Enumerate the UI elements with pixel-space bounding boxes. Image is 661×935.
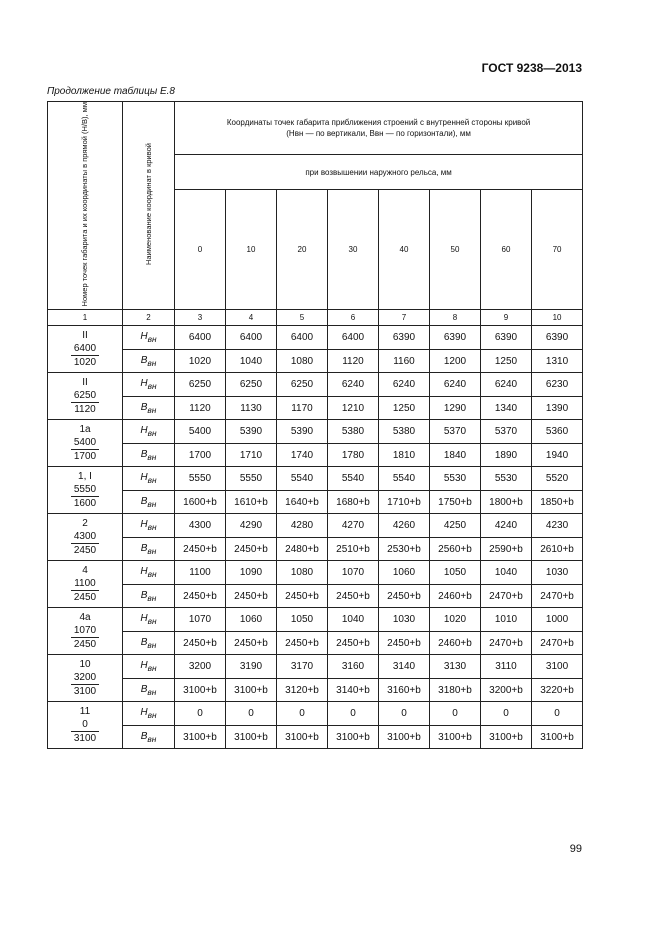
column-number: 7	[379, 310, 430, 326]
b-value: 3100+b	[532, 725, 583, 749]
b-value: 1200	[430, 349, 481, 373]
elevation-value: 70	[532, 190, 583, 310]
b-value: 3200+b	[481, 678, 532, 702]
point-name: 1а	[79, 424, 91, 436]
point-name: 4а	[79, 612, 91, 624]
table-row	[48, 702, 583, 726]
h-value: 5360	[532, 420, 583, 444]
point-coordinates	[71, 671, 99, 698]
coordinate-letter: B	[140, 636, 148, 648]
b-value: 2560+b	[430, 537, 481, 561]
elevation-value: 60	[481, 190, 532, 310]
table-row	[48, 655, 583, 679]
b-value: 2530+b	[379, 537, 430, 561]
b-value: 1710	[226, 443, 277, 467]
h-value: 4240	[481, 514, 532, 538]
coordinate-subscript: вн	[147, 710, 157, 721]
h-value: 1010	[481, 608, 532, 632]
coordinate-symbol	[123, 349, 175, 373]
b-value: 2610+b	[532, 537, 583, 561]
b-value: 1740	[277, 443, 328, 467]
point-coordinates	[71, 436, 99, 463]
table-row	[48, 725, 583, 749]
b-value: 3100+b	[226, 725, 277, 749]
table-row	[48, 349, 583, 373]
h-value: 6400	[277, 326, 328, 350]
h-value: 5370	[430, 420, 481, 444]
h-value: 0	[430, 702, 481, 726]
h-value: 5380	[379, 420, 430, 444]
b-value: 1120	[328, 349, 379, 373]
point-cell	[48, 420, 123, 467]
b-value: 1250	[379, 396, 430, 420]
point-coordinates	[71, 577, 99, 604]
coordinate-subscript: вн	[147, 616, 157, 627]
b-value: 2450+b	[379, 584, 430, 608]
point-cell	[48, 702, 123, 749]
b-value: 1810	[379, 443, 430, 467]
table-row	[48, 514, 583, 538]
h-value: 5530	[430, 467, 481, 491]
header-elevation: при возвышении наружного рельса, мм	[175, 155, 583, 190]
h-value: 6240	[379, 373, 430, 397]
coordinate-letter: H	[140, 613, 148, 625]
point-width: 3100	[73, 686, 97, 698]
column-number: 10	[532, 310, 583, 326]
h-value: 6390	[481, 326, 532, 350]
h-value: 3140	[379, 655, 430, 679]
b-value: 2450+b	[277, 584, 328, 608]
h-value: 1100	[175, 561, 226, 585]
standard-designation: ГОСТ 9238—2013	[481, 61, 582, 75]
header-group-subtitle: (Hвн — по вертикали, Bвн — по горизонтали), мм	[286, 129, 471, 138]
point-height: 6250	[71, 389, 99, 403]
h-value: 6250	[175, 373, 226, 397]
coordinate-letter: B	[140, 589, 148, 601]
b-value: 2470+b	[481, 631, 532, 655]
h-value: 6240	[430, 373, 481, 397]
h-value: 6250	[226, 373, 277, 397]
b-value: 3100+b	[175, 725, 226, 749]
point-name: 10	[79, 659, 91, 671]
table-row	[48, 678, 583, 702]
b-value: 2450+b	[175, 584, 226, 608]
h-value: 5540	[328, 467, 379, 491]
point-cell	[48, 514, 123, 561]
column-number: 9	[481, 310, 532, 326]
h-value: 0	[532, 702, 583, 726]
b-value: 1940	[532, 443, 583, 467]
coordinate-symbol	[123, 584, 175, 608]
h-value: 4280	[277, 514, 328, 538]
h-value: 4250	[430, 514, 481, 538]
h-value: 4230	[532, 514, 583, 538]
header-group-title: Координаты точек габарита приближения строений с внутренней стороны кривой	[226, 118, 531, 127]
b-value: 2590+b	[481, 537, 532, 561]
b-value: 3100+b	[226, 678, 277, 702]
h-value: 6390	[532, 326, 583, 350]
h-value: 0	[481, 702, 532, 726]
b-value: 1800+b	[481, 490, 532, 514]
b-value: 2470+b	[481, 584, 532, 608]
h-value: 1040	[328, 608, 379, 632]
point-height: 3200	[71, 671, 99, 685]
h-value: 3110	[481, 655, 532, 679]
point-cell	[48, 608, 123, 655]
column-number: 8	[430, 310, 481, 326]
h-value: 4290	[226, 514, 277, 538]
b-value: 1390	[532, 396, 583, 420]
elevation-value: 40	[379, 190, 430, 310]
point-cell	[48, 561, 123, 608]
b-value: 1160	[379, 349, 430, 373]
coordinate-subscript: вн	[147, 334, 157, 345]
h-value: 1020	[430, 608, 481, 632]
coordinate-letter: H	[140, 472, 148, 484]
b-value: 2450+b	[379, 631, 430, 655]
point-width: 1120	[74, 404, 96, 416]
b-value: 2450+b	[328, 631, 379, 655]
h-value: 5370	[481, 420, 532, 444]
h-value: 6230	[532, 373, 583, 397]
page-number: 99	[569, 843, 582, 855]
h-value: 1090	[226, 561, 277, 585]
b-value: 1710+b	[379, 490, 430, 514]
coordinate-letter: B	[140, 495, 148, 507]
table-row	[48, 443, 583, 467]
h-value: 0	[328, 702, 379, 726]
table-row	[48, 467, 583, 491]
column-number: 2	[123, 310, 175, 326]
point-coordinates	[71, 389, 99, 416]
b-value: 1640+b	[277, 490, 328, 514]
coordinate-subscript: вн	[147, 498, 157, 509]
b-value: 2450+b	[226, 631, 277, 655]
h-value: 1030	[379, 608, 430, 632]
point-height: 6400	[71, 342, 99, 356]
header-group	[175, 102, 583, 155]
h-value: 1050	[430, 561, 481, 585]
header-point-number	[48, 102, 123, 310]
h-value: 6240	[481, 373, 532, 397]
b-value: 1290	[430, 396, 481, 420]
coordinate-letter: B	[140, 401, 148, 413]
coordinate-subscript: вн	[147, 733, 157, 744]
b-value: 1120	[175, 396, 226, 420]
elevation-value: 10	[226, 190, 277, 310]
column-number: 6	[328, 310, 379, 326]
b-value: 1130	[226, 396, 277, 420]
coordinate-letter: H	[140, 519, 148, 531]
point-cell	[48, 467, 123, 514]
coordinate-subscript: вн	[147, 357, 157, 368]
coordinate-symbol	[123, 490, 175, 514]
table-caption: Продолжение таблицы Е.8	[47, 86, 175, 97]
b-value: 1780	[328, 443, 379, 467]
coordinate-subscript: вн	[147, 475, 157, 486]
column-number: 4	[226, 310, 277, 326]
b-value: 2450+b	[226, 537, 277, 561]
h-value: 4270	[328, 514, 379, 538]
coordinate-letter: H	[140, 425, 148, 437]
table-row	[48, 420, 583, 444]
column-number: 1	[48, 310, 123, 326]
coordinate-symbol	[123, 514, 175, 538]
point-width: 2450	[73, 545, 97, 557]
point-name: 4	[82, 565, 88, 577]
coordinate-symbol	[123, 537, 175, 561]
h-value: 0	[175, 702, 226, 726]
header-coordinate-name-text: Наименование координат в кривой	[143, 143, 153, 266]
h-value: 6400	[226, 326, 277, 350]
h-value: 3160	[328, 655, 379, 679]
b-value: 3160+b	[379, 678, 430, 702]
coordinate-symbol	[123, 631, 175, 655]
point-coordinates	[71, 624, 99, 651]
coordinate-letter: B	[140, 542, 148, 554]
h-value: 6250	[277, 373, 328, 397]
h-value: 0	[226, 702, 277, 726]
b-value: 2470+b	[532, 584, 583, 608]
coordinate-symbol	[123, 443, 175, 467]
b-value: 3220+b	[532, 678, 583, 702]
coordinate-letter: H	[140, 660, 148, 672]
h-value: 3100	[532, 655, 583, 679]
point-height: 5400	[71, 436, 99, 450]
clearance-table	[47, 101, 583, 749]
point-name: II	[82, 377, 88, 389]
point-height: 4300	[71, 530, 99, 544]
b-value: 1040	[226, 349, 277, 373]
point-width: 3100	[73, 733, 97, 745]
coordinate-letter: H	[140, 707, 148, 719]
coordinate-symbol	[123, 725, 175, 749]
point-height: 1100	[71, 577, 99, 591]
b-value: 2460+b	[430, 631, 481, 655]
header-coordinate-name	[123, 102, 175, 310]
coordinate-subscript: вн	[147, 686, 157, 697]
b-value: 3100+b	[277, 725, 328, 749]
h-value: 1070	[328, 561, 379, 585]
h-value: 3190	[226, 655, 277, 679]
point-width: 1020	[73, 357, 97, 369]
coordinate-letter: H	[140, 566, 148, 578]
h-value: 0	[277, 702, 328, 726]
column-number: 5	[277, 310, 328, 326]
point-width: 2450	[73, 639, 97, 651]
header-point-number-text: Номер точек габарита и их координаты в прямой (H/B), мм	[80, 102, 89, 307]
elevation-value: 20	[277, 190, 328, 310]
h-value: 5540	[277, 467, 328, 491]
coordinate-symbol	[123, 678, 175, 702]
point-coordinates	[71, 342, 99, 369]
b-value: 1170	[277, 396, 328, 420]
h-value: 5550	[226, 467, 277, 491]
elevation-value: 50	[430, 190, 481, 310]
b-value: 2470+b	[532, 631, 583, 655]
point-coordinates	[71, 530, 99, 557]
b-value: 1250	[481, 349, 532, 373]
table-row	[48, 396, 583, 420]
h-value: 5540	[379, 467, 430, 491]
b-value: 3140+b	[328, 678, 379, 702]
h-value: 6390	[379, 326, 430, 350]
point-cell	[48, 326, 123, 373]
elevation-value: 30	[328, 190, 379, 310]
coordinate-symbol	[123, 326, 175, 350]
coordinate-subscript: вн	[147, 639, 157, 650]
b-value: 2450+b	[226, 584, 277, 608]
h-value: 3130	[430, 655, 481, 679]
b-value: 2450+b	[277, 631, 328, 655]
b-value: 2450+b	[328, 584, 379, 608]
coordinate-symbol	[123, 561, 175, 585]
point-height: 5550	[71, 483, 99, 497]
coordinate-symbol	[123, 420, 175, 444]
h-value: 4300	[175, 514, 226, 538]
table-row	[48, 326, 583, 350]
point-width: 1600	[73, 498, 97, 510]
h-value: 6400	[328, 326, 379, 350]
coordinate-letter: H	[140, 331, 148, 343]
elevation-value: 0	[175, 190, 226, 310]
point-height: 0	[71, 718, 99, 732]
coordinate-letter: B	[140, 730, 148, 742]
column-number: 3	[175, 310, 226, 326]
h-value: 1030	[532, 561, 583, 585]
b-value: 3180+b	[430, 678, 481, 702]
h-value: 5380	[328, 420, 379, 444]
table-row	[48, 373, 583, 397]
b-value: 2450+b	[175, 631, 226, 655]
b-value: 1210	[328, 396, 379, 420]
b-value: 3100+b	[481, 725, 532, 749]
coordinate-subscript: вн	[147, 428, 157, 439]
h-value: 5550	[175, 467, 226, 491]
point-coordinates	[71, 718, 99, 745]
coordinate-symbol	[123, 373, 175, 397]
table-row	[48, 561, 583, 585]
h-value: 6390	[430, 326, 481, 350]
h-value: 1080	[277, 561, 328, 585]
h-value: 4260	[379, 514, 430, 538]
table-row	[48, 608, 583, 632]
point-name: 2	[82, 518, 88, 530]
coordinate-symbol	[123, 702, 175, 726]
coordinate-subscript: вн	[147, 451, 157, 462]
point-width: 1700	[73, 451, 97, 463]
b-value: 1850+b	[532, 490, 583, 514]
b-value: 1340	[481, 396, 532, 420]
table-row	[48, 537, 583, 561]
b-value: 2460+b	[430, 584, 481, 608]
b-value: 3100+b	[328, 725, 379, 749]
coordinate-symbol	[123, 467, 175, 491]
h-value: 5530	[481, 467, 532, 491]
point-name: 11	[79, 706, 91, 718]
b-value: 1310	[532, 349, 583, 373]
table-row	[48, 631, 583, 655]
h-value: 3200	[175, 655, 226, 679]
h-value: 1060	[226, 608, 277, 632]
h-value: 0	[379, 702, 430, 726]
b-value: 1020	[175, 349, 226, 373]
b-value: 1600+b	[175, 490, 226, 514]
h-value: 1050	[277, 608, 328, 632]
h-value: 1000	[532, 608, 583, 632]
coordinate-letter: B	[140, 448, 148, 460]
coordinate-letter: B	[140, 354, 148, 366]
b-value: 2510+b	[328, 537, 379, 561]
coordinate-subscript: вн	[147, 592, 157, 603]
h-value: 3170	[277, 655, 328, 679]
coordinate-symbol	[123, 655, 175, 679]
b-value: 3100+b	[175, 678, 226, 702]
coordinate-subscript: вн	[147, 381, 157, 392]
coordinate-subscript: вн	[147, 545, 157, 556]
h-value: 1040	[481, 561, 532, 585]
b-value: 1890	[481, 443, 532, 467]
table-row	[48, 584, 583, 608]
h-value: 6400	[175, 326, 226, 350]
b-value: 3120+b	[277, 678, 328, 702]
coordinate-symbol	[123, 396, 175, 420]
point-coordinates	[71, 483, 99, 510]
b-value: 1840	[430, 443, 481, 467]
b-value: 2480+b	[277, 537, 328, 561]
coordinate-subscript: вн	[147, 404, 157, 415]
coordinate-subscript: вн	[147, 522, 157, 533]
point-name: 1, I	[78, 471, 92, 483]
h-value: 1060	[379, 561, 430, 585]
table-row	[48, 490, 583, 514]
point-cell	[48, 373, 123, 420]
b-value: 1610+b	[226, 490, 277, 514]
point-name: II	[82, 330, 88, 342]
h-value: 5390	[226, 420, 277, 444]
b-value: 3100+b	[430, 725, 481, 749]
coordinate-subscript: вн	[147, 663, 157, 674]
b-value: 1680+b	[328, 490, 379, 514]
b-value: 2450+b	[175, 537, 226, 561]
coordinate-symbol	[123, 608, 175, 632]
b-value: 1700	[175, 443, 226, 467]
b-value: 1750+b	[430, 490, 481, 514]
h-value: 5400	[175, 420, 226, 444]
point-cell	[48, 655, 123, 702]
h-value: 5390	[277, 420, 328, 444]
h-value: 1070	[175, 608, 226, 632]
coordinate-letter: H	[140, 378, 148, 390]
h-value: 5520	[532, 467, 583, 491]
b-value: 1080	[277, 349, 328, 373]
coordinate-subscript: вн	[147, 569, 157, 580]
point-width: 2450	[73, 592, 97, 604]
point-height: 1070	[71, 624, 99, 638]
coordinate-letter: B	[140, 683, 148, 695]
h-value: 6240	[328, 373, 379, 397]
b-value: 3100+b	[379, 725, 430, 749]
